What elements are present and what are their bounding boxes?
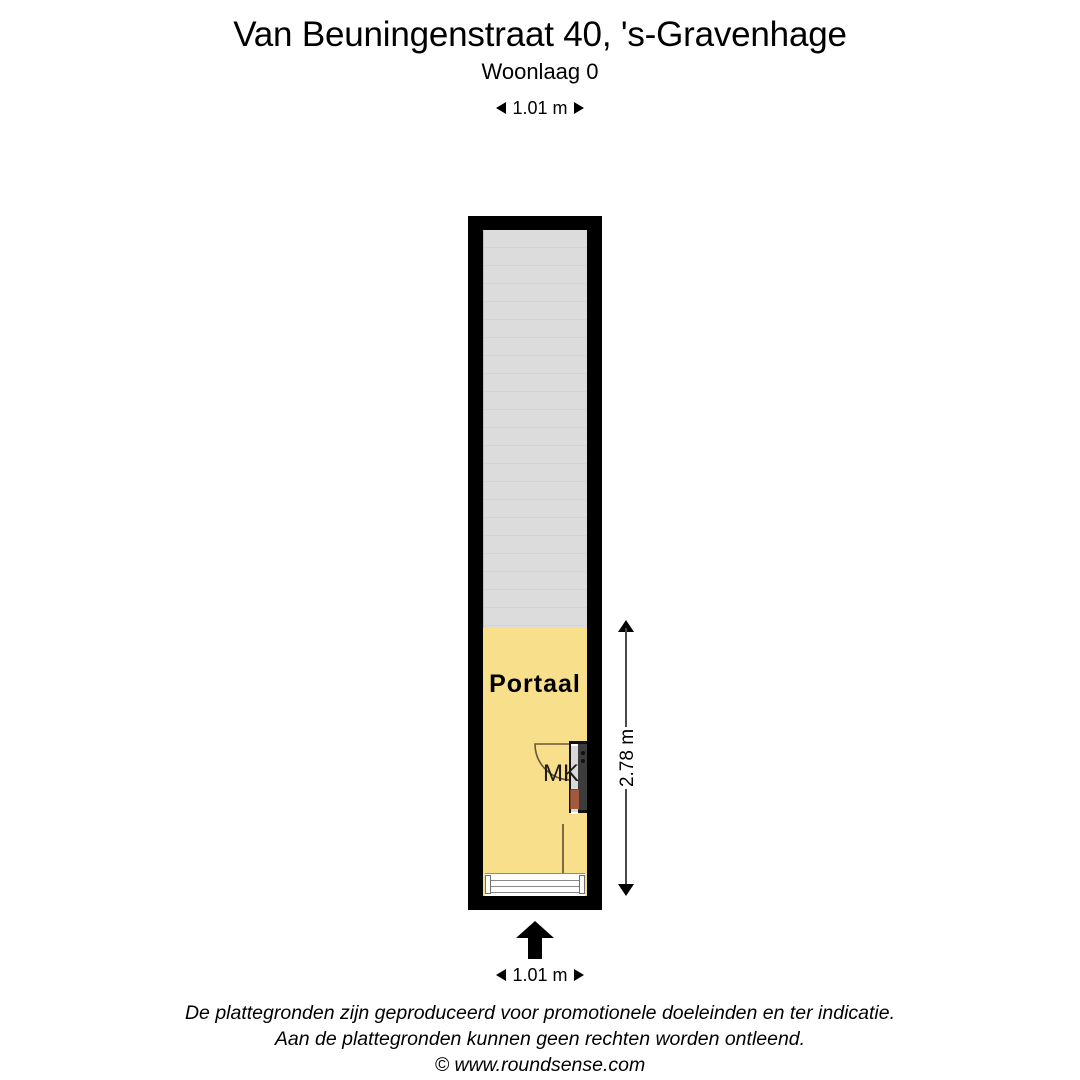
- plan-header: [0, 0, 1080, 86]
- arrow-right-icon: [574, 102, 584, 114]
- disclaimer-line-2: Aan de plattegronden kunnen geen rechten worden ontleend.: [274, 1028, 806, 1050]
- page-title: Van Beuningenstraat 40, 's-Gravenhage: [233, 15, 847, 54]
- interior-area: [483, 230, 587, 896]
- dimension-top-width-label: 1.01 m: [512, 97, 568, 118]
- dimension-bottom-width-label: 1.01 m: [512, 964, 568, 985]
- dimension-right-height-label: 2.78 m: [614, 727, 642, 789]
- entrance-door: [485, 873, 585, 896]
- disclaimer-line-1: De plattegronden zijn geproduceerd voor promotionele doeleinden en ter indicatie.: [184, 1002, 896, 1024]
- door-rail: [491, 886, 579, 887]
- staircase-area: [483, 230, 587, 628]
- entrance-direction-arrow-icon: [516, 921, 554, 959]
- arrow-left-icon: [496, 102, 506, 114]
- room-label-portaal: Portaal: [489, 670, 581, 698]
- arrow-left-icon: [496, 969, 506, 981]
- copyright-line: © www.roundsense.com: [434, 1054, 646, 1076]
- dimension-bottom-width: [440, 963, 640, 987]
- arrow-down-icon: [618, 884, 634, 896]
- floor-plan: [468, 216, 602, 910]
- door-rail: [491, 880, 579, 881]
- fixture-label-mk: MK: [543, 760, 579, 787]
- meterkast-dot-icon: [581, 751, 585, 755]
- arrow-shaft: [528, 935, 542, 959]
- door-jamb-left: [485, 875, 491, 894]
- meterkast-meter-block: [570, 789, 579, 809]
- door-jamb-right: [579, 875, 585, 894]
- dimension-right-height: [606, 620, 650, 896]
- door-rail: [491, 892, 579, 893]
- dimension-top-width: [440, 96, 640, 120]
- arrow-right-icon: [574, 969, 584, 981]
- disclaimer-footer: [0, 1000, 1080, 1078]
- floor-level-subtitle: Woonlaag 0: [481, 59, 599, 84]
